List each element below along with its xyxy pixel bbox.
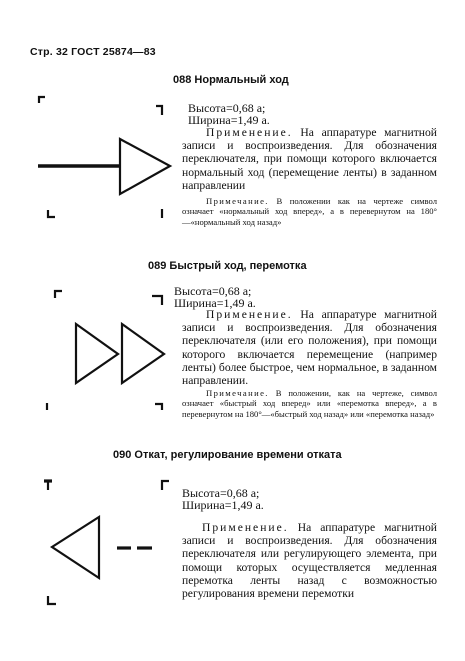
- application-text: На аппаратуре магнитной записи и воспроизведения. Для обозначения переключателя или регулирующего элемента, при помощи которых осуществляется медленная перемотка ленты назад с возможностью регулирования времени перемотки: [182, 521, 437, 601]
- application-label: Применение.: [206, 308, 293, 321]
- section-088-width: Ширина=1,49 a.: [188, 113, 270, 127]
- application-label: Применение.: [206, 126, 293, 139]
- section-088-height: Высота=0,68 a;: [188, 101, 266, 115]
- section-090-width: Ширина=1,49 a.: [182, 498, 264, 512]
- page-header: Стр. 32 ГОСТ 25874—83: [30, 46, 156, 58]
- application-text: На аппаратуре магнитной записи и воспроизведения. Для обозначения переключателя, при помощи которого включается нормальный ход (перемещение ленты) в заданном направлении: [182, 126, 438, 192]
- section-089-width: Ширина=1,49 a.: [174, 296, 256, 310]
- application-text: На аппаратуре магнитной записи и воспроизведения. Для обозначения переключателя (или его положения), при помощи которого включается перемещение (например ленты) более быстрое, чем нормальное, в заданном направлении.: [182, 308, 438, 388]
- section-089-application: [182, 308, 437, 387]
- section-090-height: Высота=0,68 a;: [182, 486, 260, 500]
- section-088-title: 088 Нормальный ход: [173, 74, 289, 86]
- note-text: В положении как на чертеже символ означает «нормальный ход вперед», а в перевернутом на 180°—«нормальный ход назад»: [182, 196, 437, 227]
- note-text: В положении, как на чертеже, символ означает «быстрый ход вперед» или «перемотка вперед», а в перевернутом на 180°—«быстрый ход назад» или «перемотка назад»: [182, 388, 437, 419]
- section-088-note: [182, 196, 437, 227]
- symbol-090-rewind: [44, 481, 169, 604]
- section-089-title: 089 Быстрый ход, перемотка: [148, 260, 307, 272]
- section-090-title: 090 Откат, регулирование времени отката: [113, 449, 342, 461]
- symbol-088-normal-play: [38, 97, 170, 218]
- symbol-089-fast-forward: [47, 291, 164, 410]
- section-090-application: [182, 521, 437, 600]
- application-label: Применение.: [202, 521, 289, 534]
- section-089-height: Высота=0,68 a;: [174, 284, 252, 298]
- note-label: Примечание.: [206, 196, 269, 206]
- section-088-application: [182, 126, 437, 192]
- note-label: Примечание.: [206, 388, 269, 398]
- section-089-note: [182, 388, 437, 419]
